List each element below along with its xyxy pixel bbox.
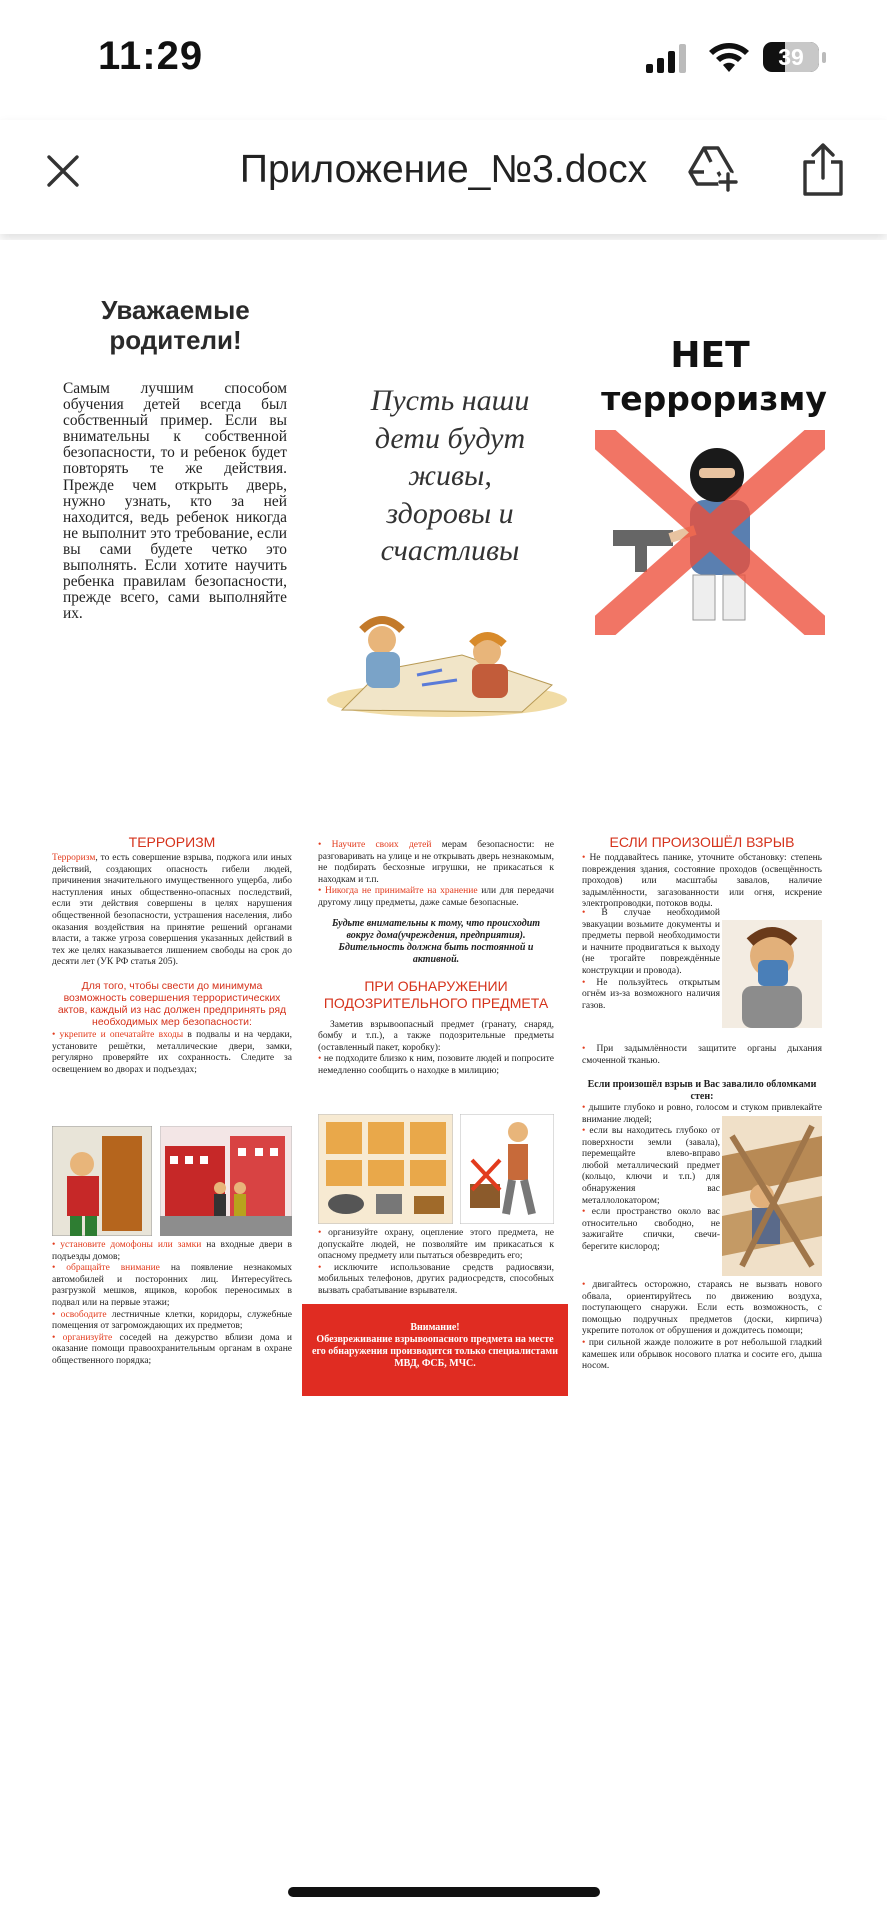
measure-lead: освободите: [60, 1309, 107, 1320]
measure-lead: укрепите и опечатайте входы: [59, 1029, 184, 1040]
advice-lead: Никогда не принимайте на хранение: [324, 886, 478, 897]
poster-title-1: НЕТ: [670, 335, 750, 376]
document-title: Приложение_№3.docx: [239, 148, 648, 191]
explosion-text: Не поддавайтесь панике, уточните обстановку: степень повреждения здания, состояние проходов (освещённость проходов) или масштабы завалов, наличие задымлённости, загазованности или огня, искрение электропроводки, потоков воды.: [582, 853, 822, 910]
explosion-text: В случае необходимой эвакуации возьмите документы и предметы первой необходимости и начните продвигаться к выходу (не трогайте повреждённые конструкции и провода).: [582, 908, 721, 976]
suspicious-item: • исключите использование средств радиосвязи, мобильных телефонов, других радиосредств, способных вызвать срабатывание взрывателя.: [318, 1262, 555, 1296]
warning-box: [302, 1304, 568, 1396]
collapse-item: • при сильной жажде положите в рот небольшой гладкий камешек или обрывок носового платка и сосите его, дыша носом.: [582, 1337, 822, 1372]
suspicious-title: ПРИ ОБНАРУЖЕНИИ ПОДОЗРИТЕЛЬНОГО ПРЕДМЕТА: [323, 977, 549, 1011]
children-drawing-illustration: [322, 600, 572, 720]
measure-text: соседей на дежурство вблизи дома и оказание помощи правоохранительным органам в охране общественного порядка;: [52, 1332, 293, 1366]
quote-line: дети будут: [374, 421, 526, 455]
measure-item: • освободите лестничные клетки, коридоры, служебные помещения от загромождающих их предметов;: [52, 1309, 292, 1332]
collapse-item: • если пространство около вас относительно свободно, не зажигайте спички, свечи- берегите кислород;: [582, 1207, 720, 1252]
close-icon[interactable]: [45, 153, 81, 189]
suspicious-intro: Заметив взрывоопасный предмет (гранату, снаряд, бомбу и т.п.), а также подозрительные предметы (оставленный пакет, коробку):: [318, 1019, 554, 1053]
vigilance-note: Будьте внимательны к тому, что происходит вокруг дома(учреждения, предприятия). Бдительность должна быть постоянной и активной.: [331, 917, 541, 965]
measure-text: в подвалы и на чердаки, установите решётки, металлические двери, замки, регулярно проверяйте их сохранность. Следите за освещением во дворах и подъездах;: [52, 1029, 292, 1075]
advice-item: • Никогда не принимайте на хранение или для передачи другому лицу предметы, даже самые безопасные.: [318, 886, 554, 908]
explosion-text: Не пользуйтесь открытым огнём из-за возможного наличия газов.: [582, 977, 720, 1011]
poster-title-2: терроризму: [601, 379, 827, 418]
explosion-item: • Не пользуйтесь открытым огнём из-за возможного наличия газов.: [582, 977, 720, 1011]
courtyard-illustration: [160, 1126, 292, 1236]
signal-icon: [646, 44, 692, 74]
explosion-title: ЕСЛИ ПРОИЗОШЁЛ ВЗРЫВ: [609, 834, 795, 850]
explosion-item: • При задымлённости защитите органы дыхания смоченной тканью.: [582, 1044, 823, 1066]
collapse-item: • дышите глубоко и ровно, голосом и стуком привлекайте внимание людей;: [582, 1103, 823, 1125]
advice-lead: Научите своих детей: [331, 840, 432, 850]
measure-item: • организуйте соседей на дежурство вблизи дома и оказание помощи правоохранительным органам в охране общественного порядка;: [52, 1332, 293, 1366]
person-at-box-illustration: [460, 1114, 554, 1224]
measure-lead: организуйте: [62, 1332, 113, 1343]
measure-item: • установите домофоны или замки на входные двери в подъезды домов;: [52, 1240, 292, 1262]
explosion-text: При задымлённости защитите органы дыхания смоченной тканью.: [582, 1044, 823, 1066]
col-terrorism-list: [52, 1240, 292, 1368]
advice-text: мерам безопасности: не разговаривать на улице и не открывать дверь незнакомым, не подбирать бесхозные игрушки, не прикасаться к находкам и т.п.: [318, 840, 554, 885]
advice-item: • Научите своих детей мерам безопасности: не разговаривать на улице и не открывать дверь незнакомым, не подбирать бесхозные игрушки, не прикасаться к находкам и т.п.: [318, 840, 554, 885]
battery-icon: [763, 42, 819, 72]
col-explosion-end: [582, 1280, 822, 1373]
collapse-subtitle: Если произошёл взрыв и Вас завалило обломками стен:: [587, 1079, 817, 1103]
measure-text: на входные двери в подъезды домов;: [52, 1240, 292, 1262]
parents-intro: Самым лучшим способом обучения детей всегда был собственный пример. Если вы внимательны к собственной безопасности, то и ребенок будет повторять те же действия. Прежде чем открыть дверь, нужно узнать, кто за ней находится, ведь ребенок никогда не выполнит это требование, если вы сами будете четко это выполнять. Если хотите научить ребенка правилам безопасности, прежде всего, сами выполняйте их.: [63, 380, 287, 623]
collapse-text: двигайтесь осторожно, стараясь не вызвать нового обвала, ориентируйтесь по движению воздуха, поступающего снаружи. Если есть возможность, с помощью подручных предметов (доски, кирпича) укрепите потолок от обрушения и дождитесь помощи;: [582, 1280, 823, 1337]
measure-lead: установите домофоны или замки: [60, 1240, 202, 1250]
quote-line: Пусть наши: [370, 384, 530, 417]
warning-text: Обезвреживание взрывоопасного предмета на месте его обнаружения производится только специалистами МВД, ФСБ, МЧС.: [312, 1334, 558, 1369]
measures-subtitle: Для того, чтобы свести до минимума возможность совершения террористических актов, каждый из нас должен предпринять ряд необходимых мер безопасности:: [57, 979, 287, 1028]
no-terrorism-illustration: [595, 430, 825, 635]
document-page[interactable]: [0, 240, 887, 1870]
entrance-door-illustration: [52, 1126, 152, 1236]
explosive-devices-illustration: [318, 1114, 453, 1224]
collapse-item: • если вы находитесь глубоко от поверхности земли (завала), перемещайте влево-вправо любой металлический предмет (кольцо, ключи и т.п.) для обнаружения вас металлолокатором;: [582, 1126, 721, 1206]
col-explosion-narrow-2: [582, 1126, 720, 1254]
collapse-text: если вы находитесь глубоко от поверхности земли (завала), перемещайте влево-вправо любой металлический предмет (кольцо, ключи и т.п.) для обнаружения вас металлолокатором;: [582, 1126, 721, 1206]
col-terrorism: [52, 834, 292, 1076]
status-bar: [0, 0, 887, 120]
advice-text: или для передачи другому лицу предметы, даже самые безопасные.: [318, 886, 554, 908]
collapse-text: при сильной жажде положите в рот небольшой гладкий камешек или обрывок носового платка и сосите его, дыша носом.: [582, 1337, 822, 1372]
document-toolbar: [0, 120, 887, 234]
collapse-text: дышите глубоко и ровно, голосом и стуком привлекайте внимание людей;: [582, 1103, 823, 1125]
terrorism-definition: [52, 853, 292, 969]
warning-title: Внимание!: [410, 1322, 460, 1333]
col-explosion: [582, 834, 822, 911]
term-red: Терроризм: [52, 853, 96, 863]
suspicious-text: не подходите близко к ним, позовите людей и попросите немедленно сообщить о находке в милицию;: [318, 1054, 555, 1076]
home-indicator[interactable]: [288, 1887, 600, 1897]
gas-mask-person-illustration: [722, 920, 822, 1028]
definition-text: , то есть совершение взрыва, поджога или иных действий, создающих опасность гибели людей, причинения значительного имущественного ущерба, либо наступления иных общественно-опасных последствий, если эти действия совершены в целях нарушения общественной безопасности, устрашения населения, либо оказания воздействия на принятие решений органами власти, а также угроза совершения указанных действий в тех же целях наказывается лишением свободы на срок до десяти лет (УК РФ статья 205).: [52, 853, 292, 968]
explosion-item: • Не поддавайтесь панике, уточните обстановку: степень повреждения здания, состояние проходов (освещённость проходов) или масштабы завалов, наличие задымлённости, загазованности или огня, искрение электропроводки, потоков воды.: [582, 853, 822, 910]
suspicious-text: исключите использование средств радиосвязи, мобильных телефонов, других радиосредств, способных вызвать срабатывание взрывателя.: [318, 1262, 555, 1296]
col-suspicious-list: [318, 1228, 554, 1298]
suspicious-item: • не подходите близко к ним, позовите людей и попросите немедленно сообщить о находке в милицию;: [318, 1054, 555, 1076]
battery-level: 39: [778, 44, 804, 70]
suspicious-item: • организуйте охрану, оцепление этого предмета, не допускайте людей, не позволяйте им прикасаться к опасному предмету или пытаться обезвредить его;: [318, 1228, 554, 1262]
status-time: 11:29: [98, 34, 204, 78]
parents-heading: Уважаемые родители!: [101, 295, 250, 355]
add-to-drive-icon[interactable]: [686, 142, 740, 196]
col-explosion-narrow: [582, 908, 720, 1012]
measure-item: • укрепите и опечатайте входы в подвалы и на чердаки, установите решётки, металлические двери, замки, регулярно проверяйте их сохранность. Следите за освещением во дворах и подъездах;: [52, 1029, 292, 1075]
measure-text: на появление незнакомых автомобилей и посторонних лиц. Интересуйтесь разгрузкой мешков, ящиков, коробок переносимых в подвал или на первые этажи;: [52, 1263, 292, 1308]
col-explosion-cont: [582, 1044, 822, 1126]
quote-line: живы,: [408, 459, 492, 492]
explosion-item: • В случае необходимой эвакуации возьмите документы и предметы первой необходимости и начните продвигаться к выходу (не трогайте повреждённые конструкции и провода).: [582, 908, 721, 976]
suspicious-text: организуйте охрану, оцепление этого предмета, не допускайте людей, не позволяйте им прикасаться к опасному предмету или пытаться обезвредить его;: [318, 1228, 554, 1262]
share-icon[interactable]: [800, 142, 846, 198]
battery-cap: [822, 52, 826, 63]
collapse-item: • двигайтесь осторожно, стараясь не вызвать нового обвала, ориентируйтесь по движению воздуха, поступающего снаружи. Если есть возможность, с помощью подручных предметов (доски, кирпича) укрепите потолок от обрушения и дождитесь помощи;: [582, 1280, 823, 1337]
quote-line: здоровы и: [386, 496, 514, 530]
col-suspicious-object: [318, 840, 554, 1078]
collapse-text: если пространство около вас относительно свободно, не зажигайте спички, свечи- берегите кислород;: [582, 1207, 720, 1252]
measure-lead: обращайте внимание: [66, 1263, 160, 1274]
measure-item: • обращайте внимание на появление незнакомых автомобилей и посторонних лиц. Интересуйтесь разгрузкой мешков, ящиков, коробок переносимых в подвал или на первые этажи;: [52, 1263, 292, 1308]
rubble-illustration: [722, 1116, 822, 1276]
terrorism-title: ТЕРРОРИЗМ: [128, 834, 216, 850]
quote-line: счастливы: [380, 534, 520, 567]
measure-text: лестничные клетки, коридоры, служебные помещения от загромождающих их предметов;: [52, 1309, 292, 1332]
center-quote: [330, 382, 570, 570]
wifi-icon: [708, 42, 750, 74]
